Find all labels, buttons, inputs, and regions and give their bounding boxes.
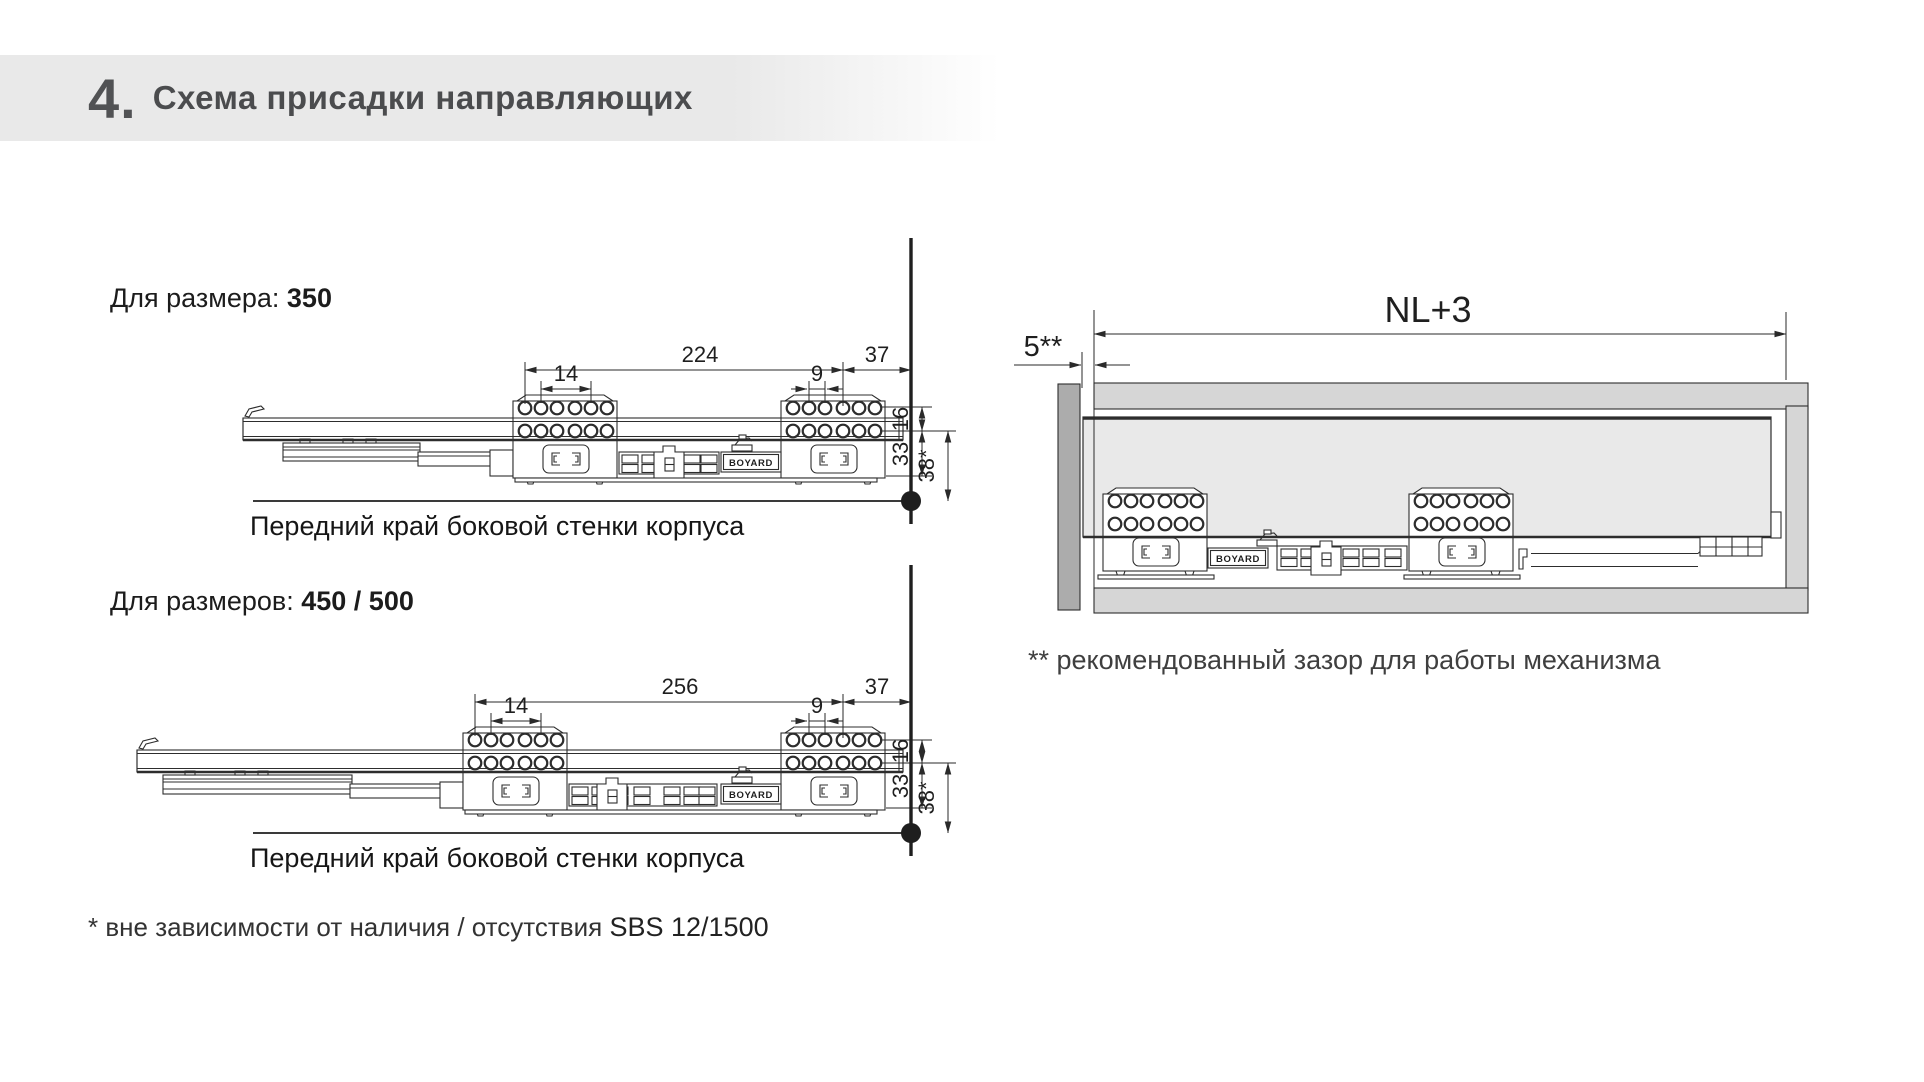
dim-row-gap-350: 16 bbox=[888, 406, 913, 432]
dim-gap: 5** bbox=[1023, 331, 1063, 363]
caption-350-value: 350 bbox=[286, 283, 332, 313]
dim-pitch-left-450: 14 bbox=[503, 693, 529, 718]
slide-base-bar bbox=[515, 478, 877, 482]
dim-front-450: 37 bbox=[864, 674, 890, 699]
dim-pitch-left-350: 14 bbox=[553, 361, 579, 386]
lower-rail bbox=[283, 439, 513, 476]
cabinet-bottom-panel bbox=[1094, 588, 1808, 613]
edge-label-350: Передний край боковой стенки корпуса bbox=[250, 511, 745, 541]
cabinet-top-panel bbox=[1094, 383, 1808, 409]
slide-base-bar bbox=[1098, 575, 1214, 579]
edge-label-450-500: Передний край боковой стенки корпуса bbox=[250, 843, 745, 873]
footnote bbox=[88, 912, 769, 943]
caption-450-500 bbox=[110, 586, 414, 617]
caption-350-label: Для размера: bbox=[110, 283, 280, 313]
dim-span-450: 256 bbox=[661, 674, 699, 699]
rail-hook bbox=[245, 406, 264, 417]
footnote-code: SBS 12/1500 bbox=[609, 912, 769, 942]
dim-total-350: 38* bbox=[914, 449, 939, 483]
dim-pitch-right-450: 9 bbox=[810, 693, 824, 718]
dim-nominal-length: NL+3 bbox=[1384, 289, 1472, 330]
dim-below-350: 33 bbox=[888, 441, 913, 467]
brand-label-450-500: BOYARD bbox=[729, 790, 773, 801]
dim-front-350: 37 bbox=[864, 342, 890, 367]
cabinet-back-panel bbox=[1786, 406, 1808, 590]
dim-row-gap-450: 16 bbox=[888, 738, 913, 764]
rail-hook bbox=[139, 738, 158, 749]
brand-label-cabinet: BOYARD bbox=[1216, 554, 1260, 565]
lower-rail bbox=[163, 771, 463, 808]
caption-450-500-label: Для размеров: bbox=[110, 586, 294, 616]
section-title: Схема присадки направляющих bbox=[152, 79, 693, 116]
caption-450-500-value: 450 / 500 bbox=[301, 586, 414, 616]
section-number: 4. bbox=[88, 66, 137, 130]
gap-note: ** рекомендованный зазор для работы механизма bbox=[1028, 645, 1661, 675]
dim-total-450: 38* bbox=[914, 781, 939, 815]
dim-below-450: 33 bbox=[888, 773, 913, 799]
brand-label-350: BOYARD bbox=[729, 458, 773, 469]
caption-350 bbox=[110, 283, 332, 314]
cabinet-installation-drawing bbox=[1058, 383, 1808, 613]
drawer-front-panel bbox=[1058, 384, 1080, 610]
dim-span-350: 224 bbox=[681, 342, 719, 367]
slide-base-bar bbox=[1404, 575, 1520, 579]
drawer-slide-450-500-drawing bbox=[137, 727, 903, 816]
footnote-text: * вне зависимости от наличия / отсутствия bbox=[88, 912, 603, 942]
drawer-slide-350-drawing bbox=[243, 395, 903, 484]
dim-pitch-right-350: 9 bbox=[810, 361, 824, 386]
slide-base-bar bbox=[465, 810, 877, 814]
